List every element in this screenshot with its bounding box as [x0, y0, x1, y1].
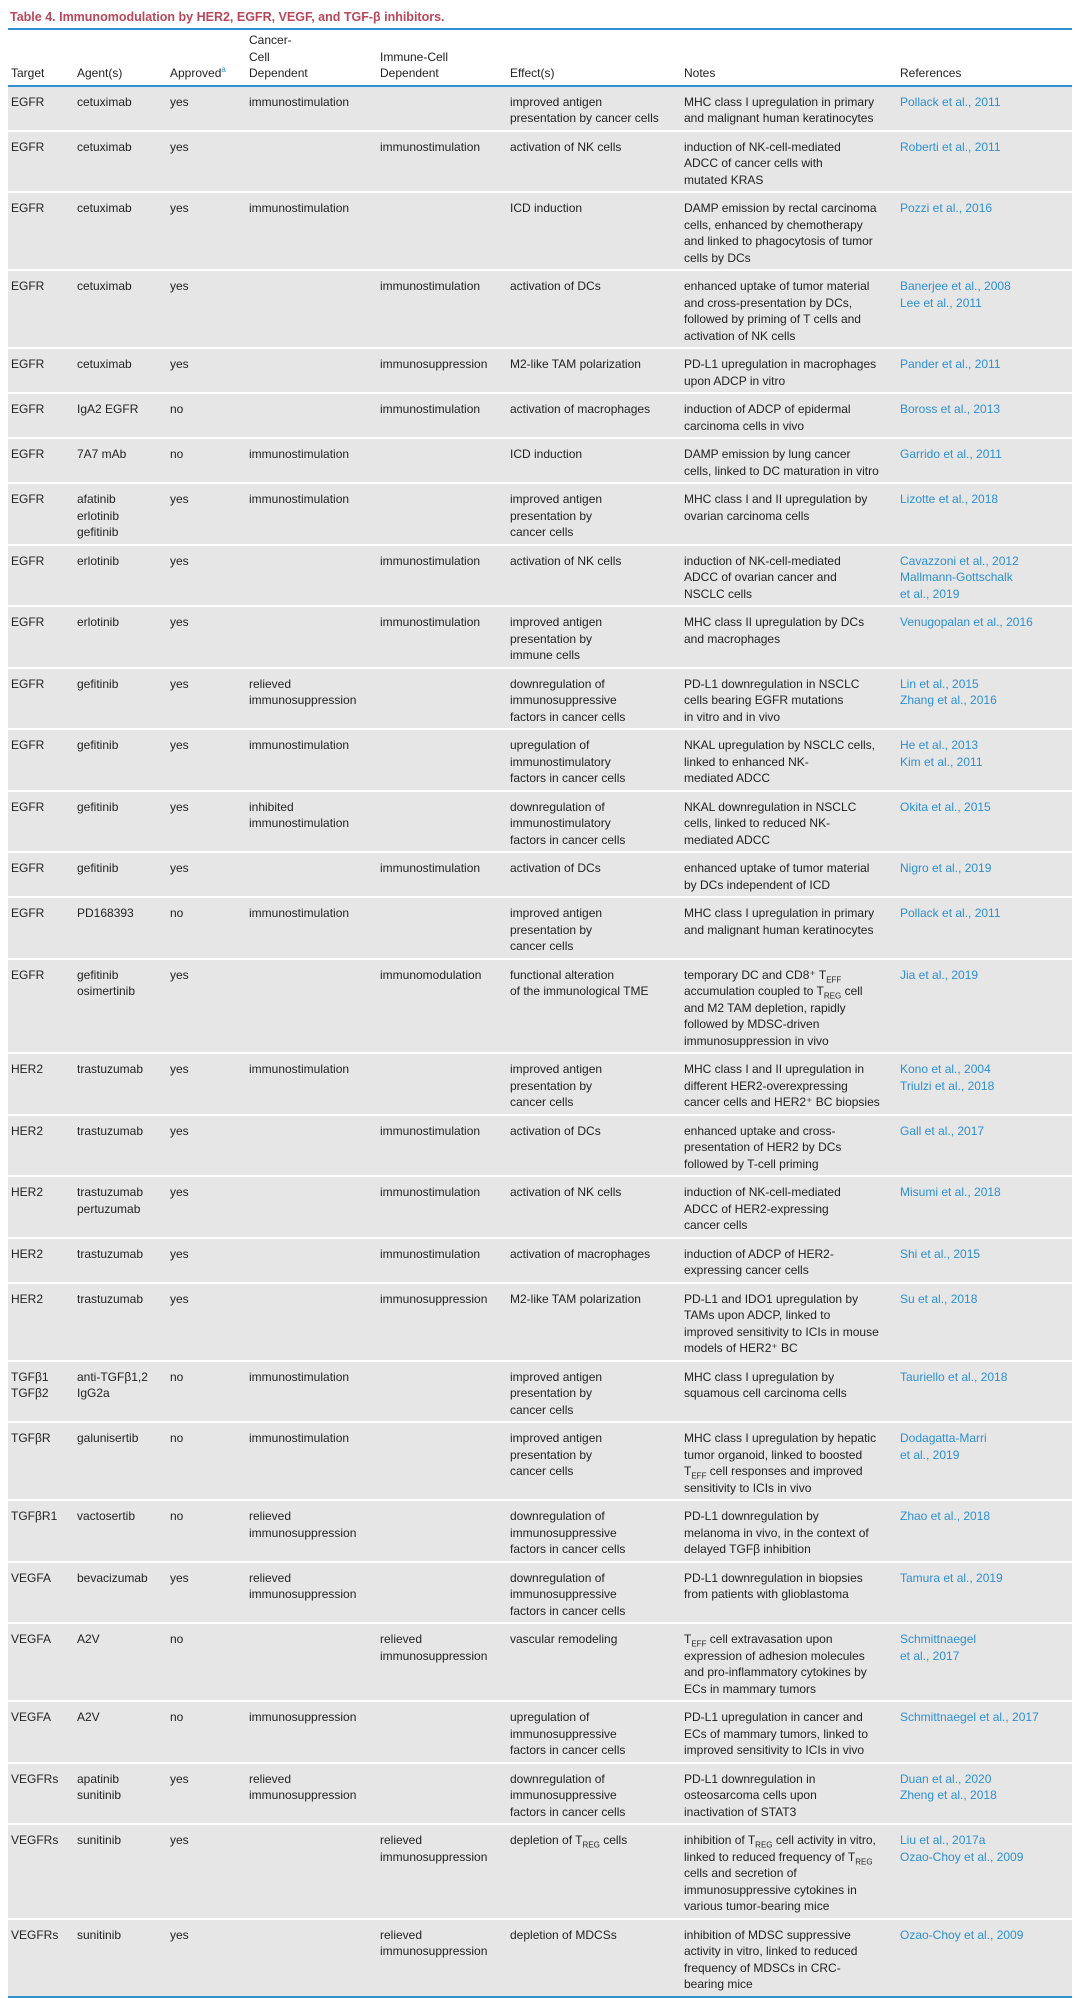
- cell-approved: yes: [167, 483, 246, 545]
- table-row: [8, 1053, 1072, 1115]
- cell-approved: yes: [167, 1283, 246, 1361]
- cell-approved: no: [167, 1623, 246, 1701]
- cell-effect: activation of NK cells: [507, 1176, 681, 1238]
- table-row: [8, 791, 1072, 853]
- cell-target: EGFR: [8, 348, 74, 393]
- cell-approved: yes: [167, 1562, 246, 1624]
- cell-effect: downregulation of immunosuppressive factors in cancer cells: [507, 1763, 681, 1825]
- cell-effect: activation of macrophages: [507, 1238, 681, 1283]
- cell-effect: activation of DCs: [507, 852, 681, 897]
- cell-target: VEGFRs: [8, 1919, 74, 1997]
- cell-approved: no: [167, 1701, 246, 1763]
- cell-immune-cell-dependent: [377, 1053, 507, 1115]
- cell-effect: downregulation of immunosuppressive factors in cancer cells: [507, 668, 681, 730]
- cell-target: HER2: [8, 1283, 74, 1361]
- cell-cancer-cell-dependent: immunostimulation: [246, 1422, 377, 1500]
- header-immune-cell-dependent: Immune-Cell Dependent: [377, 30, 507, 86]
- cell-notes: PD-L1 upregulation in macrophages upon ADCP in vitro: [681, 348, 897, 393]
- cell-immune-cell-dependent: immunomodulation: [377, 959, 507, 1054]
- cell-target: EGFR: [8, 606, 74, 668]
- cell-approved: yes: [167, 1053, 246, 1115]
- cell-references[interactable]: Pollack et al., 2011: [897, 86, 1072, 131]
- cell-immune-cell-dependent: [377, 1701, 507, 1763]
- cell-approved: yes: [167, 86, 246, 131]
- cell-cancer-cell-dependent: [246, 348, 377, 393]
- cell-effect: upregulation of immunostimulatory factors in cancer cells: [507, 729, 681, 791]
- cell-effect: functional alteration of the immunological TME: [507, 959, 681, 1054]
- cell-effect: depletion of MDCSs: [507, 1919, 681, 1997]
- cell-approved: yes: [167, 1176, 246, 1238]
- cell-immune-cell-dependent: [377, 86, 507, 131]
- cell-agents: cetuximab: [74, 86, 167, 131]
- cell-immune-cell-dependent: relieved immunosuppression: [377, 1623, 507, 1701]
- table-row: [8, 959, 1072, 1054]
- cell-immune-cell-dependent: immunostimulation: [377, 131, 507, 193]
- cell-notes: PD-L1 upregulation in cancer and ECs of mammary tumors, linked to improved sensitivity to ICIs in vivo: [681, 1701, 897, 1763]
- table-row: [8, 1422, 1072, 1500]
- cell-immune-cell-dependent: [377, 1562, 507, 1624]
- cell-agents: cetuximab: [74, 270, 167, 348]
- cell-approved: no: [167, 1500, 246, 1562]
- cell-notes: induction of NK-cell-mediated ADCC of HER2-expressing cancer cells: [681, 1176, 897, 1238]
- cell-agents: cetuximab: [74, 348, 167, 393]
- cell-cancer-cell-dependent: [246, 393, 377, 438]
- cell-references[interactable]: Boross et al., 2013: [897, 393, 1072, 438]
- cell-immune-cell-dependent: immunostimulation: [377, 545, 507, 607]
- table-row: [8, 131, 1072, 193]
- cell-cancer-cell-dependent: [246, 1919, 377, 1997]
- cell-references[interactable]: Banerjee et al., 2008 Lee et al., 2011: [897, 270, 1072, 348]
- cell-references[interactable]: Cavazzoni et al., 2012 Mallmann-Gottschalk et al., 2019: [897, 545, 1072, 607]
- cell-immune-cell-dependent: [377, 483, 507, 545]
- cell-cancer-cell-dependent: immunostimulation: [246, 1361, 377, 1423]
- cell-cancer-cell-dependent: immunosuppression: [246, 1701, 377, 1763]
- cell-agents: vactosertib: [74, 1500, 167, 1562]
- cell-immune-cell-dependent: [377, 438, 507, 483]
- cell-cancer-cell-dependent: inhibited immunostimulation: [246, 791, 377, 853]
- cell-target: EGFR: [8, 668, 74, 730]
- cell-immune-cell-dependent: immunostimulation: [377, 1115, 507, 1177]
- cell-agents: 7A7 mAb: [74, 438, 167, 483]
- cell-references[interactable]: Pollack et al., 2011: [897, 897, 1072, 959]
- cell-approved: no: [167, 393, 246, 438]
- table-row: [8, 192, 1072, 270]
- table-row: [8, 852, 1072, 897]
- cell-cancer-cell-dependent: immunostimulation: [246, 897, 377, 959]
- cell-agents: cetuximab: [74, 131, 167, 193]
- cell-target: EGFR: [8, 86, 74, 131]
- cell-agents: erlotinib: [74, 545, 167, 607]
- cell-approved: yes: [167, 668, 246, 730]
- cell-immune-cell-dependent: immunostimulation: [377, 606, 507, 668]
- cell-target: HER2: [8, 1176, 74, 1238]
- cell-target: EGFR: [8, 192, 74, 270]
- cell-cancer-cell-dependent: immunostimulation: [246, 729, 377, 791]
- cell-target: HER2: [8, 1053, 74, 1115]
- cell-references[interactable]: Duan et al., 2020 Zheng et al., 2018: [897, 1763, 1072, 1825]
- cell-agents: trastuzumab pertuzumab: [74, 1176, 167, 1238]
- cell-agents: cetuximab: [74, 192, 167, 270]
- cell-references[interactable]: He et al., 2013 Kim et al., 2011: [897, 729, 1072, 791]
- header-target: Target: [8, 30, 74, 86]
- cell-immune-cell-dependent: immunosuppression: [377, 1283, 507, 1361]
- cell-references[interactable]: Dodagatta-Marri et al., 2019: [897, 1422, 1072, 1500]
- cell-agents: gefitinib: [74, 852, 167, 897]
- cell-notes: inhibition of $T_{REG}$ cell activity in vitro, linked to reduced frequency of $T_{REG}$ cells and secretion of immunosuppressive cytokines in various tumor-bearing mice: [681, 1824, 897, 1919]
- cell-notes: PD-L1 downregulation in biopsies from patients with glioblastoma: [681, 1562, 897, 1624]
- cell-references[interactable]: Tamura et al., 2019: [897, 1562, 1072, 1624]
- cell-notes: NKAL upregulation by NSCLC cells, linked to enhanced NK- mediated ADCC: [681, 729, 897, 791]
- cell-cancer-cell-dependent: relieved immunosuppression: [246, 1562, 377, 1624]
- cell-immune-cell-dependent: relieved immunosuppression: [377, 1919, 507, 1997]
- table-row: [8, 1500, 1072, 1562]
- cell-agents: gefitinib: [74, 668, 167, 730]
- cell-notes: inhibition of MDSC suppressive activity in vitro, linked to reduced frequency of MDSCs in CRC- bearing mice: [681, 1919, 897, 1997]
- cell-cancer-cell-dependent: relieved immunosuppression: [246, 1500, 377, 1562]
- table-row: [8, 1824, 1072, 1919]
- cell-cancer-cell-dependent: [246, 1238, 377, 1283]
- cell-immune-cell-dependent: immunosuppression: [377, 348, 507, 393]
- cell-effect: improved antigen presentation by cancer cells: [507, 1053, 681, 1115]
- cell-agents: A2V: [74, 1623, 167, 1701]
- cell-effect: ICD induction: [507, 192, 681, 270]
- cell-cancer-cell-dependent: immunostimulation: [246, 86, 377, 131]
- table-row: [8, 1238, 1072, 1283]
- cell-immune-cell-dependent: immunostimulation: [377, 1238, 507, 1283]
- table-row: [8, 1919, 1072, 1997]
- cell-references[interactable]: Venugopalan et al., 2016: [897, 606, 1072, 668]
- cell-approved: no: [167, 1422, 246, 1500]
- header-approved: Approved$^a$: [167, 30, 246, 86]
- cell-cancer-cell-dependent: relieved immunosuppression: [246, 668, 377, 730]
- cell-approved: yes: [167, 270, 246, 348]
- cell-notes: MHC class I upregulation in primary and malignant human keratinocytes: [681, 86, 897, 131]
- cell-target: EGFR: [8, 483, 74, 545]
- cell-references[interactable]: Pozzi et al., 2016: [897, 192, 1072, 270]
- cell-notes: MHC class I upregulation in primary and malignant human keratinocytes: [681, 897, 897, 959]
- table-row: [8, 897, 1072, 959]
- cell-approved: yes: [167, 131, 246, 193]
- cell-agents: sunitinib: [74, 1824, 167, 1919]
- cell-references[interactable]: Schmittnaegel et al., 2017: [897, 1623, 1072, 1701]
- cell-target: EGFR: [8, 791, 74, 853]
- cell-notes: induction of NK-cell-mediated ADCC of ovarian cancer and NSCLC cells: [681, 545, 897, 607]
- cell-references[interactable]: Pander et al., 2011: [897, 348, 1072, 393]
- cell-references[interactable]: Misumi et al., 2018: [897, 1176, 1072, 1238]
- cell-agents: erlotinib: [74, 606, 167, 668]
- cell-effect: vascular remodeling: [507, 1623, 681, 1701]
- cell-notes: induction of ADCP of HER2- expressing cancer cells: [681, 1238, 897, 1283]
- cell-references[interactable]: Gall et al., 2017: [897, 1115, 1072, 1177]
- table-row: [8, 348, 1072, 393]
- cell-agents: apatinib sunitinib: [74, 1763, 167, 1825]
- cell-cancer-cell-dependent: relieved immunosuppression: [246, 1763, 377, 1825]
- cell-approved: no: [167, 1361, 246, 1423]
- cell-agents: bevacizumab: [74, 1562, 167, 1624]
- cell-notes: induction of ADCP of epidermal carcinoma cells in vivo: [681, 393, 897, 438]
- cell-notes: MHC class I and II upregulation in different HER2-overexpressing cancer cells and HER2⁺ BC biopsies: [681, 1053, 897, 1115]
- cell-effect: improved antigen presentation by immune cells: [507, 606, 681, 668]
- cell-agents: galunisertib: [74, 1422, 167, 1500]
- table-row: [8, 86, 1072, 131]
- cell-references[interactable]: Kono et al., 2004 Triulzi et al., 2018: [897, 1053, 1072, 1115]
- cell-immune-cell-dependent: relieved immunosuppression: [377, 1824, 507, 1919]
- cell-notes: MHC class I upregulation by hepatic tumor organoid, linked to boosted $T_{EFF}$ cell responses and improved sensitivity to ICIs in vivo: [681, 1422, 897, 1500]
- table-container: [8, 8, 1072, 1998]
- cell-references[interactable]: Nigro et al., 2019: [897, 852, 1072, 897]
- header-agents: Agent(s): [74, 30, 167, 86]
- cell-immune-cell-dependent: [377, 1422, 507, 1500]
- cell-references[interactable]: Okita et al., 2015: [897, 791, 1072, 853]
- cell-target: EGFR: [8, 438, 74, 483]
- cell-references[interactable]: Shi et al., 2015: [897, 1238, 1072, 1283]
- table-row: [8, 393, 1072, 438]
- table-row: [8, 1763, 1072, 1825]
- cell-references[interactable]: Ozao-Choy et al., 2009: [897, 1919, 1072, 1997]
- table-row: [8, 1623, 1072, 1701]
- cell-approved: no: [167, 438, 246, 483]
- cell-effect: downregulation of immunosuppressive factors in cancer cells: [507, 1500, 681, 1562]
- cell-references[interactable]: Jia et al., 2019: [897, 959, 1072, 1054]
- cell-immune-cell-dependent: [377, 1500, 507, 1562]
- cell-agents: trastuzumab: [74, 1283, 167, 1361]
- cell-approved: yes: [167, 1824, 246, 1919]
- cell-cancer-cell-dependent: [246, 1824, 377, 1919]
- cell-approved: yes: [167, 852, 246, 897]
- cell-effect: improved antigen presentation by cancer cells: [507, 1422, 681, 1500]
- cell-effect: improved antigen presentation by cancer cells: [507, 483, 681, 545]
- cell-references[interactable]: Zhao et al., 2018: [897, 1500, 1072, 1562]
- cell-notes: induction of NK-cell-mediated ADCC of cancer cells with mutated KRAS: [681, 131, 897, 193]
- cell-agents: A2V: [74, 1701, 167, 1763]
- cell-notes: PD-L1 downregulation by melanoma in vivo, in the context of delayed TGFβ inhibition: [681, 1500, 897, 1562]
- cell-target: TGFβR: [8, 1422, 74, 1500]
- cell-references[interactable]: Lin et al., 2015 Zhang et al., 2016: [897, 668, 1072, 730]
- cell-cancer-cell-dependent: [246, 545, 377, 607]
- cell-agents: afatinib erlotinib gefitinib: [74, 483, 167, 545]
- cell-cancer-cell-dependent: [246, 1283, 377, 1361]
- cell-target: VEGFA: [8, 1562, 74, 1624]
- cell-target: TGFβ1 TGFβ2: [8, 1361, 74, 1423]
- cell-agents: anti-TGFβ1,2 IgG2a: [74, 1361, 167, 1423]
- cell-agents: gefitinib: [74, 791, 167, 853]
- cell-effect: upregulation of immunosuppressive factors in cancer cells: [507, 1701, 681, 1763]
- cell-agents: IgA2 EGFR: [74, 393, 167, 438]
- table-row: [8, 1115, 1072, 1177]
- cell-references[interactable]: Schmittnaegel et al., 2017: [897, 1701, 1072, 1763]
- cell-notes: enhanced uptake of tumor material and cross-presentation by DCs, followed by priming of T cells and activation of NK cells: [681, 270, 897, 348]
- cell-effect: activation of NK cells: [507, 545, 681, 607]
- cell-approved: yes: [167, 1115, 246, 1177]
- cell-notes: MHC class I upregulation by squamous cell carcinoma cells: [681, 1361, 897, 1423]
- cell-approved: yes: [167, 545, 246, 607]
- cell-effect: downregulation of immunosuppressive factors in cancer cells: [507, 1562, 681, 1624]
- header-effects: Effect(s): [507, 30, 681, 86]
- cell-approved: yes: [167, 1763, 246, 1825]
- cell-immune-cell-dependent: [377, 729, 507, 791]
- header-cancer-cell-dependent: Cancer- Cell Dependent: [246, 30, 377, 86]
- header-row: [8, 30, 1072, 86]
- cell-cancer-cell-dependent: [246, 959, 377, 1054]
- cell-effect: improved antigen presentation by cancer cells: [507, 1361, 681, 1423]
- cell-target: EGFR: [8, 959, 74, 1054]
- cell-target: HER2: [8, 1238, 74, 1283]
- cell-immune-cell-dependent: immunostimulation: [377, 270, 507, 348]
- cell-target: VEGFRs: [8, 1763, 74, 1825]
- cell-approved: no: [167, 897, 246, 959]
- cell-agents: sunitinib: [74, 1919, 167, 1997]
- cell-effect: downregulation of immunostimulatory factors in cancer cells: [507, 791, 681, 853]
- cell-immune-cell-dependent: [377, 1361, 507, 1423]
- cell-notes: PD-L1 and IDO1 upregulation by TAMs upon ADCP, linked to improved sensitivity to ICIs in mouse models of HER2⁺ BC: [681, 1283, 897, 1361]
- cell-notes: MHC class I and II upregulation by ovarian carcinoma cells: [681, 483, 897, 545]
- cell-approved: yes: [167, 1919, 246, 1997]
- cell-target: VEGFRs: [8, 1824, 74, 1919]
- cell-notes: MHC class II upregulation by DCs and macrophages: [681, 606, 897, 668]
- header-references: References: [897, 30, 1072, 86]
- cell-effect: M2-like TAM polarization: [507, 1283, 681, 1361]
- cell-notes: PD-L1 downregulation in NSCLC cells bearing EGFR mutations in vitro and in vivo: [681, 668, 897, 730]
- cell-immune-cell-dependent: [377, 1763, 507, 1825]
- cell-effect: M2-like TAM polarization: [507, 348, 681, 393]
- cell-notes: enhanced uptake and cross- presentation of HER2 by DCs followed by T-cell priming: [681, 1115, 897, 1177]
- immunomodulation-table: [8, 30, 1072, 1998]
- cell-effect: improved antigen presentation by cancer cells: [507, 897, 681, 959]
- cell-references[interactable]: Lizotte et al., 2018: [897, 483, 1072, 545]
- table-row: [8, 1361, 1072, 1423]
- header-notes: Notes: [681, 30, 897, 86]
- cell-approved: yes: [167, 959, 246, 1054]
- cell-notes: $T_{EFF}$ cell extravasation upon expression of adhesion molecules and pro-inflammatory cytokines by ECs in mammary tumors: [681, 1623, 897, 1701]
- cell-references[interactable]: Roberti et al., 2011: [897, 131, 1072, 193]
- cell-references[interactable]: Garrido et al., 2011: [897, 438, 1072, 483]
- table-row: [8, 1701, 1072, 1763]
- cell-target: TGFβR1: [8, 1500, 74, 1562]
- table-row: [8, 545, 1072, 607]
- cell-references[interactable]: Tauriello et al., 2018: [897, 1361, 1072, 1423]
- cell-notes: DAMP emission by lung cancer cells, linked to DC maturation in vitro: [681, 438, 897, 483]
- cell-cancer-cell-dependent: [246, 606, 377, 668]
- cell-approved: yes: [167, 729, 246, 791]
- table-title: Table 4. Immunomodulation by HER2, EGFR, VEGF, and TGF-β inhibitors.: [10, 10, 445, 24]
- cell-cancer-cell-dependent: immunostimulation: [246, 1053, 377, 1115]
- cell-agents: trastuzumab: [74, 1238, 167, 1283]
- cell-target: EGFR: [8, 897, 74, 959]
- cell-immune-cell-dependent: [377, 791, 507, 853]
- cell-cancer-cell-dependent: [246, 1115, 377, 1177]
- cell-approved: yes: [167, 348, 246, 393]
- cell-cancer-cell-dependent: [246, 131, 377, 193]
- cell-approved: yes: [167, 606, 246, 668]
- table-row: [8, 270, 1072, 348]
- cell-agents: trastuzumab: [74, 1053, 167, 1115]
- table-row: [8, 438, 1072, 483]
- cell-immune-cell-dependent: [377, 897, 507, 959]
- cell-target: EGFR: [8, 729, 74, 791]
- table-row: [8, 1176, 1072, 1238]
- cell-notes: enhanced uptake of tumor material by DCs independent of ICD: [681, 852, 897, 897]
- cell-effect: activation of macrophages: [507, 393, 681, 438]
- table-row: [8, 483, 1072, 545]
- table-row: [8, 606, 1072, 668]
- cell-effect: ICD induction: [507, 438, 681, 483]
- cell-cancer-cell-dependent: immunostimulation: [246, 483, 377, 545]
- table-body: [8, 86, 1072, 1997]
- cell-effect: depletion of $T_{REG}$ cells: [507, 1824, 681, 1919]
- cell-target: VEGFA: [8, 1701, 74, 1763]
- cell-target: VEGFA: [8, 1623, 74, 1701]
- table-row: [8, 668, 1072, 730]
- cell-immune-cell-dependent: [377, 192, 507, 270]
- cell-immune-cell-dependent: immunostimulation: [377, 852, 507, 897]
- cell-approved: yes: [167, 1238, 246, 1283]
- cell-immune-cell-dependent: immunostimulation: [377, 1176, 507, 1238]
- cell-target: EGFR: [8, 545, 74, 607]
- cell-agents: trastuzumab: [74, 1115, 167, 1177]
- cell-cancer-cell-dependent: immunostimulation: [246, 438, 377, 483]
- cell-references[interactable]: Su et al., 2018: [897, 1283, 1072, 1361]
- table-row: [8, 1562, 1072, 1624]
- cell-cancer-cell-dependent: [246, 270, 377, 348]
- cell-effect: improved antigen presentation by cancer cells: [507, 86, 681, 131]
- cell-approved: yes: [167, 192, 246, 270]
- table-row: [8, 1283, 1072, 1361]
- cell-agents: gefitinib: [74, 729, 167, 791]
- cell-target: EGFR: [8, 852, 74, 897]
- cell-cancer-cell-dependent: immunostimulation: [246, 192, 377, 270]
- cell-target: EGFR: [8, 393, 74, 438]
- cell-references[interactable]: Liu et al., 2017a Ozao-Choy et al., 2009: [897, 1824, 1072, 1919]
- cell-effect: activation of NK cells: [507, 131, 681, 193]
- cell-agents: PD168393: [74, 897, 167, 959]
- cell-notes: PD-L1 downregulation in osteosarcoma cells upon inactivation of STAT3: [681, 1763, 897, 1825]
- cell-immune-cell-dependent: [377, 668, 507, 730]
- approved-footnote-mark: a: [221, 65, 226, 74]
- cell-approved: yes: [167, 791, 246, 853]
- cell-notes: NKAL downregulation in NSCLC cells, linked to reduced NK- mediated ADCC: [681, 791, 897, 853]
- cell-notes: temporary DC and CD8⁺ $T_{EFF}$ accumulation coupled to $T_{REG}$ cell and M2 TAM depletion, rapidly followed by MDSC-driven immunosuppression in vivo: [681, 959, 897, 1054]
- cell-effect: activation of DCs: [507, 270, 681, 348]
- cell-cancer-cell-dependent: [246, 852, 377, 897]
- cell-cancer-cell-dependent: [246, 1623, 377, 1701]
- cell-immune-cell-dependent: immunostimulation: [377, 393, 507, 438]
- cell-target: EGFR: [8, 270, 74, 348]
- cell-target: EGFR: [8, 131, 74, 193]
- table-row: [8, 729, 1072, 791]
- cell-target: HER2: [8, 1115, 74, 1177]
- cell-agents: gefitinib osimertinib: [74, 959, 167, 1054]
- cell-cancer-cell-dependent: [246, 1176, 377, 1238]
- cell-notes: DAMP emission by rectal carcinoma cells, enhanced by chemotherapy and linked to phagocytosis of tumor cells by DCs: [681, 192, 897, 270]
- cell-effect: activation of DCs: [507, 1115, 681, 1177]
